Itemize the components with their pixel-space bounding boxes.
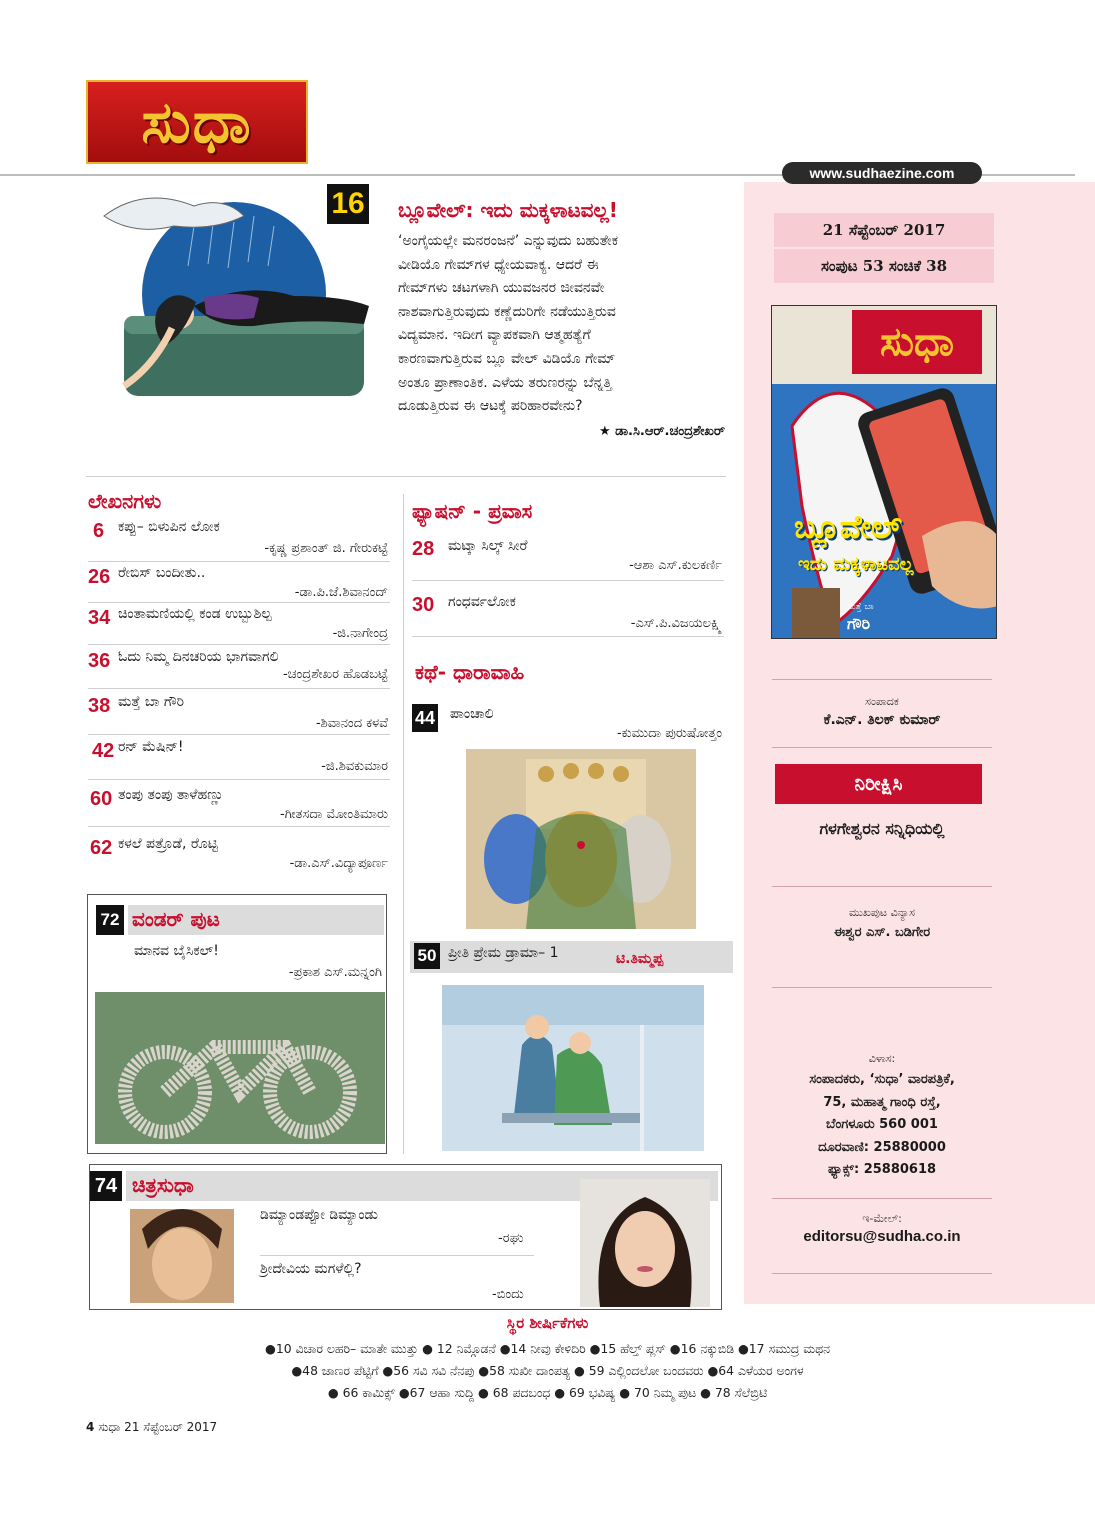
feature-title[interactable]: ಬ್ಲೂವೇಲ್: ಇದು ಮಕ್ಕಳಾಟವಲ್ಲ! [398, 198, 618, 222]
email-link[interactable]: editorsu@sudha.co.in [803, 1228, 961, 1245]
regular-line: ● 66 ಕಾಮಿಕ್ಸ್ ●67 ಆಹಾ ಸುದ್ದಿ ● 68 ಪದಬಂಧ ● 69 ಭವಿಷ್ಯ ● 70 ನಿಮ್ಮ ಪುಟ ● 78 ಸೆಲೆಬ್ರಿಟಿ [327, 1385, 768, 1400]
editor-name: ಕೆ.ಎನ್. ತಿಲಕ್ ಕುಮಾರ್ [823, 712, 941, 728]
row-divider [88, 561, 390, 562]
chitra-author: -ರಘು [498, 1231, 524, 1246]
cover-design-label: ಮುಖಪುಟ ವಿನ್ಯಾಸ [848, 906, 916, 919]
fashion-page: 30 [412, 594, 435, 616]
feature-line: ‘ಅಂಗೈಯಲ್ಲೇ ಮನರಂಜನೆ’ ಎನ್ನುವುದು ಬಹುತೇಕ [398, 233, 619, 249]
chitra-title: ಶ್ರೀದೇವಿಯ ಮಗಳೆಲ್ಲಿ? [260, 1261, 362, 1277]
row-divider [260, 1255, 534, 1256]
feature-line: ನಾಶವಾಗುತ್ತಿರುವುದು ಕಣ್ಣೆದುರಿಗೇ ನಡೆಯುತ್ತಿರುವ [398, 303, 616, 320]
article-author: -ಡಾ.ಎಸ್.ವಿದ್ಯಾಪೂರ್ಣ [289, 856, 388, 871]
chitra-title: ಡಿಮ್ಯಾಂಡಪ್ಪೋ ಡಿಮ್ಯಾಂಡು [260, 1207, 378, 1223]
regular-line: ●10 ವಿಚಾರ ಲಹರಿ– ಮಾತೇ ಮುತ್ತು ● 12 ನಿಮ್ಗೊಡನೆ ●14 ನೀವು ಕೇಳಿದಿರಿ ●15 ಹೆಲ್ತ್ ಪ್ಲಸ್ ●16 ನಕ್ಕುಬಿಡಿ ●17 ಸಮುದ್ರ ಮಥನ [265, 1341, 830, 1356]
story-author: -ಕುಮುದಾ ಪುರುಷೋತ್ತಂ [616, 726, 722, 741]
regular-heading: ಸ್ಥಿರ ಶೀರ್ಷಿಕೆಗಳು [506, 1314, 589, 1332]
article-page: 62 [90, 837, 113, 859]
sidebar-divider [772, 987, 992, 988]
chitra-box[interactable] [89, 1164, 722, 1310]
row-divider [412, 580, 724, 581]
fashion-entry[interactable] [412, 536, 724, 580]
column-divider [403, 494, 404, 1154]
feature-page-badge: 16 [327, 184, 369, 224]
feature-line: ದೂಡುತ್ತಿರುವ ಈ ಆಟಕ್ಕೆ ಪರಿಹಾರವೇನು? [398, 398, 583, 415]
fashion-page: 28 [412, 538, 435, 560]
feature-author: ★ ಡಾ.ಸಿ.ಆರ್.ಚಂದ್ರಶೇಖರ್ [599, 424, 725, 439]
address-line: 75, ಮಹಾತ್ಮ ಗಾಂಧಿ ರಸ್ತೆ, [823, 1094, 941, 1110]
address-line: ಫ್ಯಾಕ್ಸ್: 25880618 [827, 1162, 937, 1177]
drama-illustration [442, 985, 704, 1151]
serial-title: ಪ್ರೀತಿ ಪ್ರೇಮ ಡ್ರಾಮಾ– 1 [448, 945, 559, 961]
page-footer [86, 1420, 217, 1435]
regular-columns [0, 1338, 1095, 1404]
fashion-title: ಗಂಧರ್ವಲೋಕ [448, 594, 516, 610]
actress-photo-right [580, 1179, 710, 1307]
logo-text: ಸುಧಾ [141, 87, 253, 156]
article-page: 26 [88, 566, 111, 588]
fashion-entry[interactable] [412, 592, 724, 636]
cover-badge: ಗೌರಿ [847, 614, 871, 633]
fashion-author: -ಎಸ್.ಪಿ.ವಿಜಯಲಕ್ಷ್ಮಿ [630, 616, 722, 631]
wonder-title: ಮಾನವ ಬೈಸಿಕಲ್! [134, 943, 219, 959]
cover-badge-pre: ಮತ್ತೆ ಬಾ [847, 602, 874, 612]
article-title: ಕಳಲೆ ಪತ್ರೊಡೆ, ರೊಟ್ಟಿ [118, 836, 218, 852]
wonder-box[interactable] [87, 894, 387, 1154]
article-author: -ಗೀತಸದಾ ಮೋಂತಿಮಾರು [280, 807, 388, 822]
issue-volume: ಸಂಪುಟ 53 ಸಂಚಿಕೆ 38 [774, 249, 994, 283]
email-label: ಇ-ಮೇಲ್: [862, 1212, 902, 1225]
article-title: ರನ್ ಮೆಷಿನ್! [118, 739, 184, 755]
chitra-author: -ಬಿಂದು [492, 1287, 524, 1302]
chitra-page-badge: 74 [90, 1171, 122, 1201]
article-page: 42 [92, 740, 115, 762]
chitra-heading: ಚಿತ್ರಸುಧಾ [132, 1173, 194, 1197]
address-line: ಸಂಪಾದಕರು, ‘ಸುಧಾ’ ವಾರಪತ್ರಿಕೆ, [809, 1072, 955, 1087]
article-entry[interactable] [88, 517, 390, 563]
article-author: -ಕೃಷ್ಣ ಪ್ರಶಾಂತ್ ಜಿ. ಗೇರುಕಟ್ಟೆ [264, 541, 388, 556]
human-bicycle-image [95, 992, 385, 1144]
serial-author: ಟಿ.ತಿಮ್ಮಪ್ಪ [616, 951, 664, 967]
cover-logo: ಸುಧಾ [852, 310, 982, 374]
article-entry[interactable] [88, 647, 390, 689]
row-divider [88, 688, 390, 689]
feature-line: ಗೇಮ್‌ಗಳು ಚಟಗಳಾಗಿ ಯುವಜನರ ಜೀವನವೇ [398, 280, 605, 297]
editor-label: ಸಂಪಾದಕ [865, 695, 899, 708]
address-block [772, 1069, 992, 1182]
row-divider [88, 734, 390, 735]
article-page: 60 [90, 788, 113, 810]
address-line: ದೂರವಾಣಿ: 25880000 [818, 1139, 946, 1155]
article-title: ತಂಪು ತಂಪು ತಾಳೆಹಣ್ಣು [118, 787, 224, 803]
issue-date: 21 ಸೆಪ್ಟೆಂಬರ್ 2017 [774, 213, 994, 247]
cover-thumbnail[interactable] [771, 305, 997, 639]
sidebar-divider [772, 886, 992, 887]
story-entry[interactable] [412, 704, 724, 744]
article-entry[interactable] [88, 604, 390, 646]
article-author: -ಚಂದ್ರಶೇಖರ ಹೊಡಬಟ್ಟೆ [282, 667, 388, 682]
sidebar-divider [772, 679, 992, 680]
sidebar-divider [772, 747, 992, 748]
story-title: ಪಾಂಚಾಲಿ [450, 706, 494, 722]
feature-line: ಕಾರಣವಾಗುತ್ತಿರುವ ಬ್ಲೂ ವೇಲ್ ವಿಡಿಯೊ ಗೇಮ್ [398, 350, 616, 367]
feature-body [398, 230, 728, 419]
row-divider [88, 826, 390, 827]
actress-photo-left [130, 1209, 234, 1303]
article-title: ರೇಬಿಸ್ ಬಂದೀತು.. [118, 565, 206, 581]
website-link[interactable]: www.sudhaezine.com [782, 162, 982, 184]
sidebar-divider [772, 1273, 992, 1274]
article-author: -ಶಿವಾನಂದ ಕಳವೆ [315, 716, 388, 731]
article-title: ಓದು ನಿಮ್ಮ ದಿನಚರಿಯ ಭಾಗವಾಗಲಿ [118, 649, 279, 665]
article-page: 38 [88, 695, 111, 717]
expect-text: ಗಳಗೇಶ್ವರನ ಸನ್ನಿಧಿಯಲ್ಲಿ [819, 819, 945, 838]
row-divider [88, 779, 390, 780]
row-divider [412, 636, 724, 637]
article-entry[interactable] [88, 692, 390, 734]
cover-headline: ಬ್ಲೂವೇಲ್ [794, 508, 903, 546]
feature-line: ಅಂತೂ ಪ್ರಾಣಾಂತಿಕ. ಎಳೆಯ ತರುಣರನ್ನು ಬೆನ್ನತ್ತಿ [398, 374, 612, 391]
article-title: ಕಪ್ಪು– ಬಿಳುಪಿನ ಲೋಕ [118, 519, 220, 535]
article-page: 6 [93, 520, 105, 542]
section-divider [86, 476, 726, 477]
fashion-title: ಮಟ್ಕಾ ಸಿಲ್ಕ್ ಸೀರೆ [448, 538, 528, 554]
wonder-heading: ವಂಡರ್ ಪುಟ [132, 907, 220, 931]
serial-band[interactable] [410, 941, 733, 973]
article-author: -ಜಿ.ಶಿವಕುಮಾರ [321, 759, 388, 774]
cover-subheadline: ಇದು ಮಕ್ಕಳಾಟವಲ್ಲ [798, 554, 914, 575]
article-entry[interactable] [88, 737, 390, 779]
story-page-badge: 44 [412, 704, 438, 732]
article-entry[interactable] [88, 834, 390, 876]
panchali-illustration [466, 749, 696, 929]
stories-heading: ಕಥೆ- ಧಾರಾವಾಹಿ [415, 660, 525, 684]
masthead-logo[interactable] [86, 80, 308, 164]
expect-heading: ನಿರೀಕ್ಷಿಸಿ [775, 764, 982, 804]
feature-line: ವೀಡಿಯೊ ಗೇಮ್‌ಗಳ ಧ್ಯೇಯವಾಕ್ಯ. ಆದರೆ ಈ [398, 256, 599, 273]
article-page: 34 [88, 607, 111, 629]
sidebar-divider [772, 1198, 992, 1199]
article-title: ಮತ್ತೆ ಬಾ ಗೌರಿ [118, 694, 185, 710]
wonder-author: -ಪ್ರಕಾಶ ಎಸ್.ಮನ್ನಂಗಿ [288, 965, 382, 980]
fashion-author: -ಆಶಾ ಎಸ್.ಕುಲಕರ್ಣಿ [629, 558, 722, 573]
row-divider [88, 644, 390, 645]
articles-heading: ಲೇಖನಗಳು [88, 489, 162, 513]
article-author: -ಜಿ.ನಾಗೇಂದ್ರ [332, 626, 388, 641]
wonder-page-badge: 72 [96, 905, 124, 935]
feature-line: ವಿದ್ಯಮಾನ. ಇದೀಗ ವ್ಯಾಪಕವಾಗಿ ಆತ್ಮಹತ್ಯೆಗೆ [398, 327, 591, 344]
address-line: ಬೆಂಗಳೂರು 560 001 [826, 1117, 938, 1132]
footer-text: ಸುಧಾ 21 ಸೆಪ್ಟೆಂಬರ್ 2017 [98, 1420, 218, 1434]
article-entry[interactable] [88, 785, 390, 827]
cover-design-name: ಈಶ್ವರ ಎಸ್. ಬಡಿಗೇರ [833, 925, 931, 940]
article-page: 36 [88, 650, 111, 672]
article-entry[interactable] [88, 563, 390, 605]
serial-page-badge: 50 [414, 943, 440, 969]
row-divider [88, 602, 390, 603]
regular-line: ●48 ಜಾಣರ ಪೆಟ್ಟಿಗೆ ●56 ಸವಿ ಸವಿ ನೆನಪು ●58 ಸುಖೀ ದಾಂಪತ್ಯ ● 59 ಎಲ್ಲಿಂದಲೋ ಬಂದವರು ●64 ಎಳೆಯರ ಅಂಗಳ [291, 1363, 804, 1378]
address-label: ವಿಳಾಸ: [868, 1052, 896, 1065]
article-author: -ಡಾ.ಪಿ.ಜೆ.ಶಿವಾನಂದ್ [294, 585, 388, 600]
footer-page-number: 4 [86, 1420, 95, 1434]
article-title: ಚಿಂತಾಮಣಿಯಲ್ಲಿ ಕಂಡ ಉಬ್ಬುಶಿಲ್ಪ [118, 606, 272, 622]
fashion-heading: ಫ್ಯಾಷನ್ - ಪ್ರವಾಸ [412, 499, 533, 523]
